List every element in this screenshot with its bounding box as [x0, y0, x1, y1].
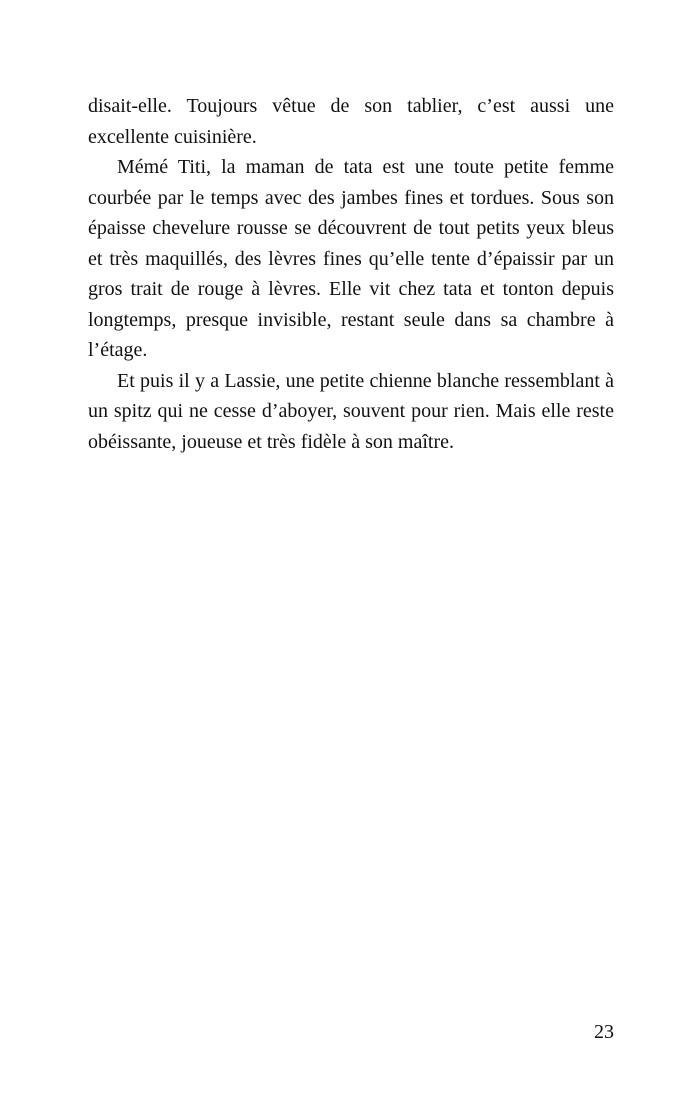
page-body — [88, 91, 614, 457]
paragraph-meme-titi: Mémé Titi, la maman de tata est une toute petite femme courbée par le temps avec des jambes fines et tordues. Sous son épaisse chevelure rousse se découvrent de tout petits yeux bleus et très maquillés, des lèvres fines qu’elle tente d’épaissir par un gros trait de rouge à lèvres. Elle vit chez tata et tonton depuis longtemps, presque invisible, restant seule dans sa chambre à l’étage. — [88, 156, 614, 361]
paragraph-lassie: Et puis il y a Lassie, une petite chienne blanche ressemblant à un spitz qui ne cesse d’aboyer, souvent pour rien. Mais elle reste obéissante, joueuse et très fidèle à son maître. — [88, 369, 614, 453]
paragraph-continuation: disait-elle. Toujours vêtue de son tablier, c’est aussi une excellente cuisinière. — [88, 95, 614, 148]
page-number: 23 — [594, 1021, 614, 1043]
